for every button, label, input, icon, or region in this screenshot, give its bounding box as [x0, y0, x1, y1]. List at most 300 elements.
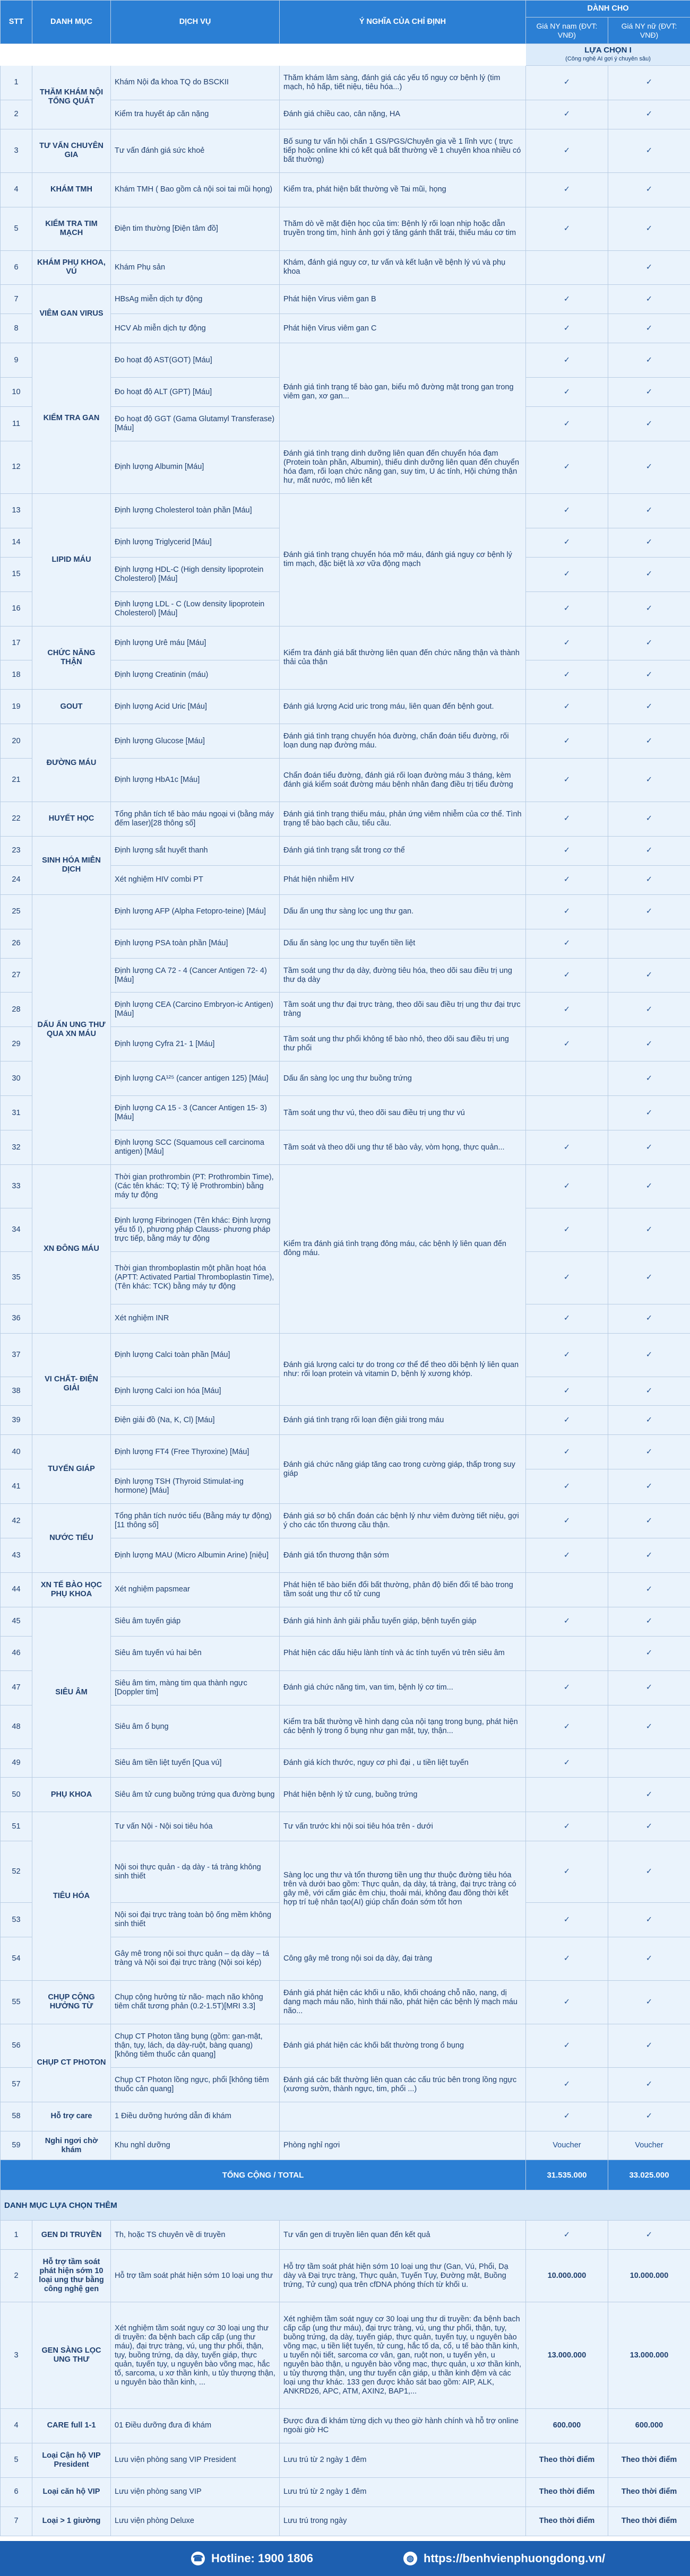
male-check: ✓ — [526, 1937, 608, 1981]
row-stt: 48 — [1, 1705, 32, 1748]
female-check: ✓ — [608, 894, 690, 929]
row-category: KIỂM TRA TIM MẠCH — [32, 207, 111, 250]
male-check: ✓ — [526, 1027, 608, 1061]
row-stt: 7 — [1, 285, 32, 314]
row-stt: 50 — [1, 1778, 32, 1812]
table-row — [1, 343, 690, 378]
female-check: ✓ — [608, 207, 690, 250]
row-category: HUYẾT HỌC — [32, 802, 111, 837]
female-check: ✓ — [608, 2024, 690, 2067]
table-row — [1, 285, 690, 314]
female-check: ✓ — [608, 1937, 690, 1981]
row-stt: 9 — [1, 343, 32, 378]
female-check: ✓ — [608, 1670, 690, 1705]
footer-bar — [0, 2541, 690, 2576]
female-check: ✓ — [608, 993, 690, 1027]
table-row — [1, 2024, 690, 2067]
row-stt: 47 — [1, 1670, 32, 1705]
female-check: ✓ — [608, 172, 690, 207]
female-check: ✓ — [608, 1208, 690, 1251]
female-check: ✓ — [608, 1812, 690, 1841]
row-service: Định lượng CA¹²⁵ (cancer antigen 125) [Máu] — [111, 1061, 280, 1096]
extra-male: Theo thời điểm — [526, 2507, 608, 2536]
extra-meaning: Được đưa đi khám từng dịch vụ theo giờ hành chính và hỗ trợ online ngoài giờ HC — [280, 2409, 526, 2443]
extra-female: Theo thời điểm — [608, 2443, 690, 2477]
col-header-for-group: DÀNH CHO — [526, 1, 690, 18]
female-check: ✓ — [608, 557, 690, 591]
row-service: Định lượng Urê máu [Máu] — [111, 626, 280, 660]
row-stt: 33 — [1, 1165, 32, 1208]
extra-row — [1, 2250, 690, 2302]
extra-category: GEN SÀNG LỌC UNG THƯ — [32, 2302, 111, 2409]
row-service: Đo hoạt độ AST(GOT) [Máu] — [111, 343, 280, 378]
col-header-female-price: Giá NY nữ (ĐVT: VNĐ) — [608, 18, 690, 44]
globe-icon: ◍ — [403, 2552, 417, 2565]
male-check: ✓ — [526, 207, 608, 250]
extra-stt: 2 — [1, 2250, 32, 2302]
male-check — [526, 250, 608, 285]
male-check: ✓ — [526, 660, 608, 690]
row-category: THĂM KHÁM NỘI TỔNG QUÁT — [32, 66, 111, 129]
extra-category: Hỗ trợ tầm soát phát hiện sớm 10 loại ung thư bằng công nghệ gen — [32, 2250, 111, 2302]
row-meaning: Phát hiện các dấu hiệu lành tính và ác tính tuyến vú trên siêu âm — [280, 1636, 526, 1670]
col-header-stt: STT — [1, 1, 32, 44]
row-meaning: Đánh giá tình trạng rối loạn điện giải trong máu — [280, 1406, 526, 1435]
row-stt: 20 — [1, 724, 32, 759]
female-check: ✓ — [608, 1165, 690, 1208]
female-check: ✓ — [608, 1980, 690, 2024]
row-category: Nghỉ ngơi chờ khám — [32, 2131, 111, 2160]
extra-row — [1, 2409, 690, 2443]
female-check: ✓ — [608, 660, 690, 690]
female-check: ✓ — [608, 1636, 690, 1670]
extra-row — [1, 2443, 690, 2477]
extra-row — [1, 2302, 690, 2409]
female-check: ✓ — [608, 407, 690, 441]
row-meaning: Đánh giá sơ bộ chẩn đoán các bệnh lý như viêm đường tiết niệu, gợi ý cho các tổn thương cầu thận. — [280, 1504, 526, 1538]
female-check: ✓ — [608, 958, 690, 993]
row-meaning: Phòng nghỉ ngơi — [280, 2131, 526, 2160]
female-check: ✓ — [608, 314, 690, 343]
row-stt: 27 — [1, 958, 32, 993]
row-stt: 15 — [1, 557, 32, 591]
row-stt: 5 — [1, 207, 32, 250]
female-check: ✓ — [608, 1096, 690, 1130]
row-service: Định lượng HDL-C (High density lipoprotein Cholesterol) [Máu] — [111, 557, 280, 591]
male-check — [526, 1096, 608, 1130]
male-check: ✓ — [526, 1469, 608, 1504]
row-meaning: Thăm dò về mặt điện học của tim: Bệnh lý rối loạn nhịp hoặc dẫn truyền trong tim, hình ảnh gợi ý tăng gánh thất trái, thiếu máu cơ tim — [280, 207, 526, 250]
male-check: ✓ — [526, 493, 608, 528]
row-meaning: Đánh giá tình trạng tế bào gan, biểu mô đường mật trong gan trong viêm gan, xơ gan... — [280, 343, 526, 441]
table-row — [1, 1572, 690, 1607]
male-check: ✓ — [526, 690, 608, 724]
table-row — [1, 207, 690, 250]
female-check: ✓ — [608, 591, 690, 626]
row-stt: 45 — [1, 1607, 32, 1636]
extra-meaning: Lưu trú trong ngày — [280, 2507, 526, 2536]
row-service: Siêu âm tim, màng tim qua thành ngực [Doppler tim] — [111, 1670, 280, 1705]
row-meaning: Bố sung tư vấn hội chẩn 1 GS/PGS/Chuyên gia về 1 lĩnh vực ( trực tiếp hoặc online khi có kết quả bất thường về 1 chuyên khoa nhiều có bất thường) — [280, 129, 526, 172]
row-service: Định lượng Calci toàn phần [Máu] — [111, 1333, 280, 1377]
row-service: Định lượng Triglycerid [Máu] — [111, 528, 280, 557]
male-check: Voucher — [526, 2131, 608, 2160]
male-check: ✓ — [526, 285, 608, 314]
male-check — [526, 1572, 608, 1607]
table-row — [1, 1504, 690, 1538]
row-stt: 25 — [1, 894, 32, 929]
male-check: ✓ — [526, 1504, 608, 1538]
row-meaning: Đánh giá tổn thương thận sớm — [280, 1538, 526, 1573]
row-service: Định lượng LDL - C (Low density lipoprotein Cholesterol) [Máu] — [111, 591, 280, 626]
table-row — [1, 626, 690, 660]
extra-section-title: DANH MỤC LỰA CHỌN THÊM — [1, 2190, 690, 2221]
male-check: ✓ — [526, 724, 608, 759]
row-stt: 17 — [1, 626, 32, 660]
table-row — [1, 836, 690, 865]
row-stt: 34 — [1, 1208, 32, 1251]
row-stt: 14 — [1, 528, 32, 557]
col-header-category: DANH MỤC — [32, 1, 111, 44]
male-check: ✓ — [526, 1748, 608, 1778]
male-check: ✓ — [526, 528, 608, 557]
row-service: Điện giải đồ (Na, K, Cl) [Máu] — [111, 1406, 280, 1435]
total-label: TỔNG CỘNG / TOTAL — [1, 2160, 526, 2190]
row-meaning: Dấu ấn sàng lọc ung thư buồng trứng — [280, 1061, 526, 1096]
male-check: ✓ — [526, 1304, 608, 1333]
row-stt: 30 — [1, 1061, 32, 1096]
row-meaning: Kiểm tra đánh giá bất thường liên quan đến chức năng thận và thành thải của thận — [280, 626, 526, 690]
male-check — [526, 1636, 608, 1670]
row-service: Gây mê trong nội soi thực quản – dạ dày – tá tràng và Nội soi đại trực tràng (Nội soi kép) — [111, 1937, 280, 1981]
row-service: Đo hoạt độ GGT (Gama Glutamyl Transferase) [Máu] — [111, 407, 280, 441]
row-meaning: Kiểm tra, phát hiện bất thường về Tai mũi, họng — [280, 172, 526, 207]
row-stt: 57 — [1, 2067, 32, 2102]
male-check: ✓ — [526, 407, 608, 441]
table-row — [1, 66, 690, 100]
row-service: Định lượng AFP (Alpha Fetopro-teine) [Máu] — [111, 894, 280, 929]
male-check: ✓ — [526, 1980, 608, 2024]
row-stt: 29 — [1, 1027, 32, 1061]
male-check: ✓ — [526, 626, 608, 660]
female-check: ✓ — [608, 1469, 690, 1504]
hotline-text: Hotline: 1900 1806 — [211, 2552, 313, 2565]
row-service: Chụp CT Photon lồng ngực, phổi [không tiêm thuốc cản quang] — [111, 2067, 280, 2102]
row-stt: 23 — [1, 836, 32, 865]
male-check: ✓ — [526, 759, 608, 802]
row-service: Khám Nội đa khoa TQ do BSCKII — [111, 66, 280, 100]
row-service: Đo hoạt độ ALT (GPT) [Máu] — [111, 378, 280, 407]
row-stt: 8 — [1, 314, 32, 343]
female-check: ✓ — [608, 626, 690, 660]
extra-category: Loại Cận hộ VIP President — [32, 2443, 111, 2477]
row-stt: 18 — [1, 660, 32, 690]
female-check: ✓ — [608, 1778, 690, 1812]
male-check: ✓ — [526, 314, 608, 343]
row-service: Định lượng Calci ion hóa [Máu] — [111, 1377, 280, 1406]
extra-male: 600.000 — [526, 2409, 608, 2443]
extra-female: ✓ — [608, 2221, 690, 2250]
extra-row — [1, 2507, 690, 2536]
male-check: ✓ — [526, 802, 608, 837]
row-stt: 12 — [1, 441, 32, 493]
male-check: ✓ — [526, 129, 608, 172]
row-category: VIÊM GAN VIRUS — [32, 285, 111, 343]
male-check: ✓ — [526, 1406, 608, 1435]
extra-category: Loại căn hộ VIP — [32, 2477, 111, 2507]
row-service: HBsAg miễn dịch tự động — [111, 285, 280, 314]
male-check — [526, 1778, 608, 1812]
male-check — [526, 1061, 608, 1096]
row-stt: 21 — [1, 759, 32, 802]
row-meaning: Chẩn đoán tiểu đường, đánh giá rối loạn đường máu 3 tháng, kèm đánh giá kiểm soát đường máu bệnh nhân đang điều trị tiểu đường — [280, 759, 526, 802]
row-category: TƯ VẤN CHUYÊN GIA — [32, 129, 111, 172]
female-check: ✓ — [608, 343, 690, 378]
extra-stt: 7 — [1, 2507, 32, 2536]
female-check: ✓ — [608, 1333, 690, 1377]
male-check: ✓ — [526, 1705, 608, 1748]
row-meaning: Đánh giá tình trạng sắt trong cơ thể — [280, 836, 526, 865]
row-service: Thời gian thromboplastin một phần hoạt hóa (APTT: Activated Partial Thromboplastin Time), (Tên khác: TCK) bằng máy tự động — [111, 1251, 280, 1304]
female-check: ✓ — [608, 378, 690, 407]
row-stt: 44 — [1, 1572, 32, 1607]
row-stt: 13 — [1, 493, 32, 528]
male-check: ✓ — [526, 1251, 608, 1304]
row-service: Định lượng Creatinin (máu) — [111, 660, 280, 690]
extra-male: ✓ — [526, 2221, 608, 2250]
option-label: LỰA CHỌN I (Công nghệ AI gợi ý chuyên sâu) — [526, 44, 690, 66]
row-category: CHỤP CT PHOTON — [32, 2024, 111, 2102]
row-stt: 24 — [1, 865, 32, 894]
row-service: Siêu âm tiền liệt tuyến [Qua vú] — [111, 1748, 280, 1778]
row-meaning: Đánh giá chức năng giáp tăng cao trong cường giáp, thấp trong suy giáp — [280, 1435, 526, 1504]
row-service: Định lượng HbA1c [Máu] — [111, 759, 280, 802]
extra-service: Xét nghiệm tầm soát nguy cơ 30 loại ung thư di truyền: đa bệnh bach cấp cấp (ung thư máu), đại trực tràng, vú, ung thư phổi, thận, tụy, buồng trứng, dạ dày, tuyến giáp, thực quản, tuyến tụy, u nguyên bào võng mạc, hắc tố, sarcoma, u xơ thần kinh, u tủy thượng thận, u nguyên bào thần kinh, ... — [111, 2302, 280, 2409]
table-row — [1, 724, 690, 759]
row-meaning: Công gây mê trong nội soi dạ dày, đại tràng — [280, 1937, 526, 1981]
female-check: ✓ — [608, 2067, 690, 2102]
row-meaning: Sàng lọc ung thư và tổn thương tiền ung thư thuộc đường tiêu hóa trên và dưới bao gồm: Thực quản, dạ dày, tá tràng, đại trực tràng có gây mê, với cấm giác êm chịu, thoải mái, không đau đồng thời kết hợp trí tuệ nhân tạo(AI) giúp chẩn đoán sớm tốt hơn — [280, 1841, 526, 1937]
row-service: Định lượng Cholesterol toàn phần [Máu] — [111, 493, 280, 528]
row-service: Xét nghiệm INR — [111, 1304, 280, 1333]
row-service: Khu nghỉ dưỡng — [111, 2131, 280, 2160]
row-category: NƯỚC TIỂU — [32, 1504, 111, 1573]
row-service: Định lượng Fibrinogen (Tên khác: Định lượng yếu tố I), phương pháp Clauss- phương pháp trực tiếp, bằng máy tự động — [111, 1208, 280, 1251]
row-service: Định lượng Cyfra 21- 1 [Máu] — [111, 1027, 280, 1061]
table-row — [1, 690, 690, 724]
total-female: 33.025.000 — [608, 2160, 690, 2190]
male-check: ✓ — [526, 1377, 608, 1406]
extra-meaning: Xét nghiệm tầm soát nguy cơ 30 loại ung thư di truyền: đa bệnh bach cấp cấp (ung thư máu), đại trực tràng, vú, ung thư phổi, thận, tụy, buồng trứng, dạ dày, tuyến giáp, thực quản, tuyến tụy, u nguyên bào võng mạc, u tiền liệt tuyến, tử cung, hắc tố da, cổ, u tế bào thần kinh, u tuyến nội tiết, sarcoma cơ vân, gan, ruột non, u tuyến yên, u nguyên bào thận, u nguyên bào võng mạc, thực quản, u xơ thần kinh, u tủy thượng thận, ung thư tuyến cận giáp, u thần kinh đệm và các loại ung thư khác. 133 gen được khảo sát bao gồm: AIP, ALK, ANKRD26, APC, ATM, AXIN2, BAP1,... — [280, 2302, 526, 2409]
extra-female: 10.000.000 — [608, 2250, 690, 2302]
male-check: ✓ — [526, 441, 608, 493]
row-service: Siêu âm tử cung buồng trứng qua đường bụng — [111, 1778, 280, 1812]
row-service: Tư vấn đánh giá sức khoẻ — [111, 129, 280, 172]
female-check: ✓ — [608, 1061, 690, 1096]
extra-section-row — [1, 2190, 690, 2221]
row-service: Xét nghiệm papsmear — [111, 1572, 280, 1607]
extra-row — [1, 2221, 690, 2250]
male-check: ✓ — [526, 172, 608, 207]
female-check: ✓ — [608, 250, 690, 285]
extra-female: 13.000.000 — [608, 2302, 690, 2409]
row-meaning: Đánh giá chiều cao, cân nặng, HA — [280, 100, 526, 129]
female-check: ✓ — [608, 66, 690, 100]
row-category: KHÁM TMH — [32, 172, 111, 207]
row-service: Khám Phụ sản — [111, 250, 280, 285]
row-stt: 35 — [1, 1251, 32, 1304]
row-stt: 19 — [1, 690, 32, 724]
row-service: Định lượng CA 15 - 3 (Cancer Antigen 15- 3) [Máu] — [111, 1096, 280, 1130]
extra-female: Theo thời điểm — [608, 2507, 690, 2536]
row-meaning: Đánh giá lượng Acid uric trong máu, liên quan đến bệnh gout. — [280, 690, 526, 724]
female-check: ✓ — [608, 865, 690, 894]
table-row — [1, 250, 690, 285]
row-meaning: Đánh giá tình trạng dinh dưỡng liên quan đến chuyển hóa đạm (Protein toàn phần, Albumin), thiếu dinh dưỡng liên quan đến chuyển hóa đạm, rối loạn chức năng gan, suy tim, U ác tính, Hội chứng thận hư, mất nước, mô liên kết — [280, 441, 526, 493]
phone-icon: ☎ — [191, 2552, 205, 2565]
row-meaning: Tầm soát ung thư vú, theo dõi sau điều trị ung thư vú — [280, 1096, 526, 1130]
female-check: ✓ — [608, 1903, 690, 1937]
row-service: Định lượng SCC (Squamous cell carcinoma antigen) [Máu] — [111, 1130, 280, 1165]
extra-category: Loại > 1 giường — [32, 2507, 111, 2536]
table-row — [1, 894, 690, 929]
row-meaning: Đánh giá tình trạng thiếu máu, phản ứng viêm nhiễm của cơ thể. Tình trạng tế bào bạch cầu, tiểu cầu. — [280, 802, 526, 837]
female-check: ✓ — [608, 129, 690, 172]
row-stt: 26 — [1, 929, 32, 958]
row-meaning: Đánh giá phát hiện các khối bất thường trong ổ bụng — [280, 2024, 526, 2067]
row-stt: 6 — [1, 250, 32, 285]
female-check: ✓ — [608, 1251, 690, 1304]
male-check: ✓ — [526, 865, 608, 894]
extra-female: 600.000 — [608, 2409, 690, 2443]
female-check: ✓ — [608, 1377, 690, 1406]
row-service: Tổng phân tích nước tiểu (Bằng máy tự động) [11 thông số] — [111, 1504, 280, 1538]
row-stt: 22 — [1, 802, 32, 837]
female-check: ✓ — [608, 1130, 690, 1165]
male-check: ✓ — [526, 100, 608, 129]
row-meaning: Tầm soát và theo dõi ung thư tế bào vảy, vòm họng, thực quản... — [280, 1130, 526, 1165]
extra-service: Lưu viện phòng Deluxe — [111, 2507, 280, 2536]
row-stt: 42 — [1, 1504, 32, 1538]
row-category: KIỂM TRA GAN — [32, 343, 111, 494]
table-row — [1, 1778, 690, 1812]
extra-stt: 3 — [1, 2302, 32, 2409]
row-meaning: Tư vấn trước khi nội soi tiêu hóa trên - dưới — [280, 1812, 526, 1841]
row-service: Siêu âm tuyến vú hai bên — [111, 1636, 280, 1670]
row-service: Chụp cộng hưởng từ não- mạch não không tiêm chất tương phản (0.2-1.5T)[MRI 3.3] — [111, 1980, 280, 2024]
row-category: SINH HÓA MIỄN DỊCH — [32, 836, 111, 894]
table-row — [1, 802, 690, 837]
row-meaning: Tầm soát ung thư đại trực tràng, theo dõi sau điều trị ung thư đại trực tràng — [280, 993, 526, 1027]
female-check: Voucher — [608, 2131, 690, 2160]
row-service: Định lượng CEA (Carcino Embryon-ic Antigen) [Máu] — [111, 993, 280, 1027]
extra-stt: 5 — [1, 2443, 32, 2477]
row-stt: 2 — [1, 100, 32, 129]
table-row — [1, 1165, 690, 1208]
table-row — [1, 1812, 690, 1841]
female-check: ✓ — [608, 724, 690, 759]
male-check: ✓ — [526, 591, 608, 626]
row-meaning: Kiểm tra đánh giá tình trạng đông máu, các bệnh lý liên quan đến đông máu. — [280, 1165, 526, 1334]
row-meaning: Phát hiện Virus viêm gan C — [280, 314, 526, 343]
male-check: ✓ — [526, 1812, 608, 1841]
male-check: ✓ — [526, 1333, 608, 1377]
row-meaning: Thăm khám lâm sàng, đánh giá các yếu tố nguy cơ bệnh lý (tim mạch, hô hấp, tiết niệu, tiêu hóa...) — [280, 66, 526, 100]
table-row — [1, 129, 690, 172]
row-meaning: Đánh giá hình ảnh giải phẫu tuyến giáp, bệnh tuyến giáp — [280, 1607, 526, 1636]
female-check: ✓ — [608, 1504, 690, 1538]
website-text: https://benhvienphuongdong.vn/ — [424, 2552, 606, 2565]
total-male: 31.535.000 — [526, 2160, 608, 2190]
row-service: Định lượng Glucose [Máu] — [111, 724, 280, 759]
row-stt: 46 — [1, 1636, 32, 1670]
row-service: Siêu âm tuyến giáp — [111, 1607, 280, 1636]
table-row — [1, 1435, 690, 1469]
row-category: VI CHẤT- ĐIỆN GIẢI — [32, 1333, 111, 1435]
row-service: Kiểm tra huyết áp căn nặng — [111, 100, 280, 129]
website-link[interactable] — [403, 2552, 605, 2565]
male-check: ✓ — [526, 1538, 608, 1573]
row-meaning: Đánh giá kích thước, nguy cơ phì đại , u tiền liệt tuyến — [280, 1748, 526, 1778]
row-service: Khám TMH ( Bao gồm cả nội soi tai mũi họng) — [111, 172, 280, 207]
row-category: KHÁM PHỤ KHOA, VÚ — [32, 250, 111, 285]
row-service: Nội soi thực quản - dạ dày - tá tràng không sinh thiết — [111, 1841, 280, 1903]
table-row — [1, 172, 690, 207]
row-stt: 16 — [1, 591, 32, 626]
row-stt: 55 — [1, 1980, 32, 2024]
col-header-service: DỊCH VỤ — [111, 1, 280, 44]
male-check: ✓ — [526, 1841, 608, 1903]
row-stt: 43 — [1, 1538, 32, 1573]
row-meaning: Đánh giá tình trạng chuyển hóa đường, chẩn đoán tiểu đường, rối loạn dung nạp đường máu. — [280, 724, 526, 759]
extra-service: Lưu viện phòng sang VIP President — [111, 2443, 280, 2477]
row-meaning: Phát hiện nhiễm HIV — [280, 865, 526, 894]
extra-male: Theo thời điểm — [526, 2477, 608, 2507]
female-check: ✓ — [608, 836, 690, 865]
row-service: 1 Điều dưỡng hướng dẫn đi khám — [111, 2102, 280, 2131]
row-meaning: Dấu ấn sàng lọc ung thư tuyến tiền liệt — [280, 929, 526, 958]
female-check — [608, 1748, 690, 1778]
row-service: Điện tim thường [Điện tâm đồ] — [111, 207, 280, 250]
male-check: ✓ — [526, 1165, 608, 1208]
row-category: GOUT — [32, 690, 111, 724]
row-service: Định lượng PSA toàn phần [Máu] — [111, 929, 280, 958]
extra-stt: 6 — [1, 2477, 32, 2507]
row-stt: 54 — [1, 1937, 32, 1981]
female-check: ✓ — [608, 1607, 690, 1636]
row-stt: 10 — [1, 378, 32, 407]
table-row — [1, 1607, 690, 1636]
female-check: ✓ — [608, 2102, 690, 2131]
female-check: ✓ — [608, 802, 690, 837]
hotline[interactable] — [191, 2552, 313, 2565]
row-category: ĐƯỜNG MÁU — [32, 724, 111, 802]
row-service: Định lượng CA 72 - 4 (Cancer Antigen 72- 4) [Máu] — [111, 958, 280, 993]
row-category: TUYẾN GIÁP — [32, 1435, 111, 1504]
row-meaning: Đánh giá các bất thường liên quan các cấu trúc bên trong lồng ngực (xương sườn, thành ngực, tim, phổi ...) — [280, 2067, 526, 2102]
extra-stt: 4 — [1, 2409, 32, 2443]
extra-meaning: Hỗ trợ tầm soát phát hiện sớm 10 loại ung thư (Gan, Vú, Phổi, Dạ dày và Đại trực tràng, Thực quản, Tuyến Tụy, Đường mật, Buồng trứng, Tử cung) qua trên cfDNA phóng thích từ khối u. — [280, 2250, 526, 2302]
table-row — [1, 493, 690, 528]
extra-row — [1, 2477, 690, 2507]
extra-meaning: Lưu trú từ 2 ngày 1 đêm — [280, 2443, 526, 2477]
row-category: CHỤP CỘNG HƯỞNG TỪ — [32, 1980, 111, 2024]
row-service: Xét nghiệm HIV combi PT — [111, 865, 280, 894]
total-row — [1, 2160, 690, 2190]
extra-category: CARE full 1-1 — [32, 2409, 111, 2443]
row-service: Định lượng TSH (Thyroid Stimulat-ing hormone) [Máu] — [111, 1469, 280, 1504]
extra-meaning: Lưu trú từ 2 ngày 1 đêm — [280, 2477, 526, 2507]
